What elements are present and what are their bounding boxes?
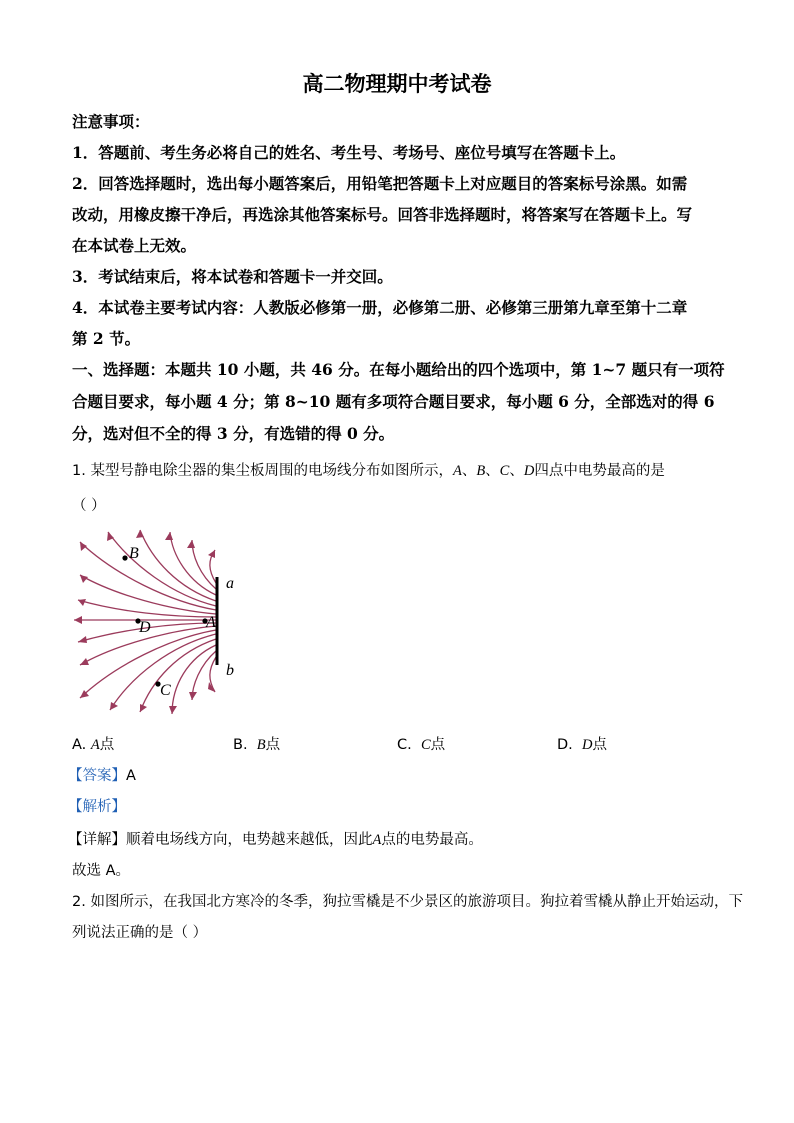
notice-line: 第 2 节。 (72, 329, 141, 348)
section-instruction: 一、选择题：本题共 10 小题，共 46 分。在每小题给出的四个选项中，第 1~7 题只有一项符 (72, 360, 725, 379)
section-instruction: 分，选对但不全的得 3 分，有选错的得 0 分。 (72, 424, 395, 443)
option-d: D. D点 (557, 737, 607, 753)
analysis-tag: 【解析】 (68, 799, 126, 815)
notice-line: 4．本试卷主要考试内容：人教版必修第一册，必修第二册、必修第三册第九章至第十二章 (72, 298, 688, 317)
option-b: B. B点 (233, 737, 281, 753)
point-B-dot (122, 555, 127, 560)
question-2-stem: 2. 如图所示，在我国北方寒冷的冬季，狗拉雪橇是不少景区的旅游项目。狗拉着雪橇从静止开始运动，下 (72, 894, 743, 910)
question-1-paren: （ ） (72, 498, 106, 514)
question-2-stem: 列说法正确的是（ ） (72, 925, 208, 941)
option-c: C. C点 (397, 737, 446, 753)
detail-line: 【详解】顺着电场线方向，电势越来越低，因此A点的电势最高。 (68, 832, 483, 848)
question-1-stem: 1. 某型号静电除尘器的集尘板周围的电场线分布如图所示，A、B、C、D四点中电势最高的是 (72, 463, 665, 479)
label-b: b (226, 662, 234, 679)
section-instruction: 合题目要求，每小题 4 分；第 8~10 题有多项符合题目要求，每小题 6 分，全部选对的得 6 (72, 392, 715, 411)
label-B: B (129, 545, 139, 562)
label-a: a (226, 575, 234, 592)
option-a: A. A点 (72, 737, 115, 753)
notice-line: 3．考试结束后，将本试卷和答题卡一并交回。 (72, 267, 393, 286)
answer-line: 【答案】A (68, 768, 136, 784)
notice-line: 改动，用橡皮擦干净后，再选涂其他答案标号。回答非选择题时，将答案写在答题卡上。写 (72, 205, 693, 224)
notice-line: 2．回答选择题时，选出每小题答案后，用铅笔把答题卡上对应题目的答案标号涂黑。如需 (72, 174, 688, 193)
label-A: A (206, 614, 216, 631)
notice-line: 1．答题前、考生务必将自己的姓名、考生号、考场号、座位号填写在答题卡上。 (72, 143, 626, 162)
label-D: D (139, 619, 151, 636)
notice-line: 在本试卷上无效。 (72, 236, 197, 255)
conclusion-line: 故选 A。 (72, 863, 131, 879)
notice-heading: 注意事项： (72, 112, 150, 131)
electric-field-diagram (60, 520, 260, 725)
label-C: C (160, 682, 171, 699)
page-title: 高二物理期中考试卷 (302, 71, 492, 96)
